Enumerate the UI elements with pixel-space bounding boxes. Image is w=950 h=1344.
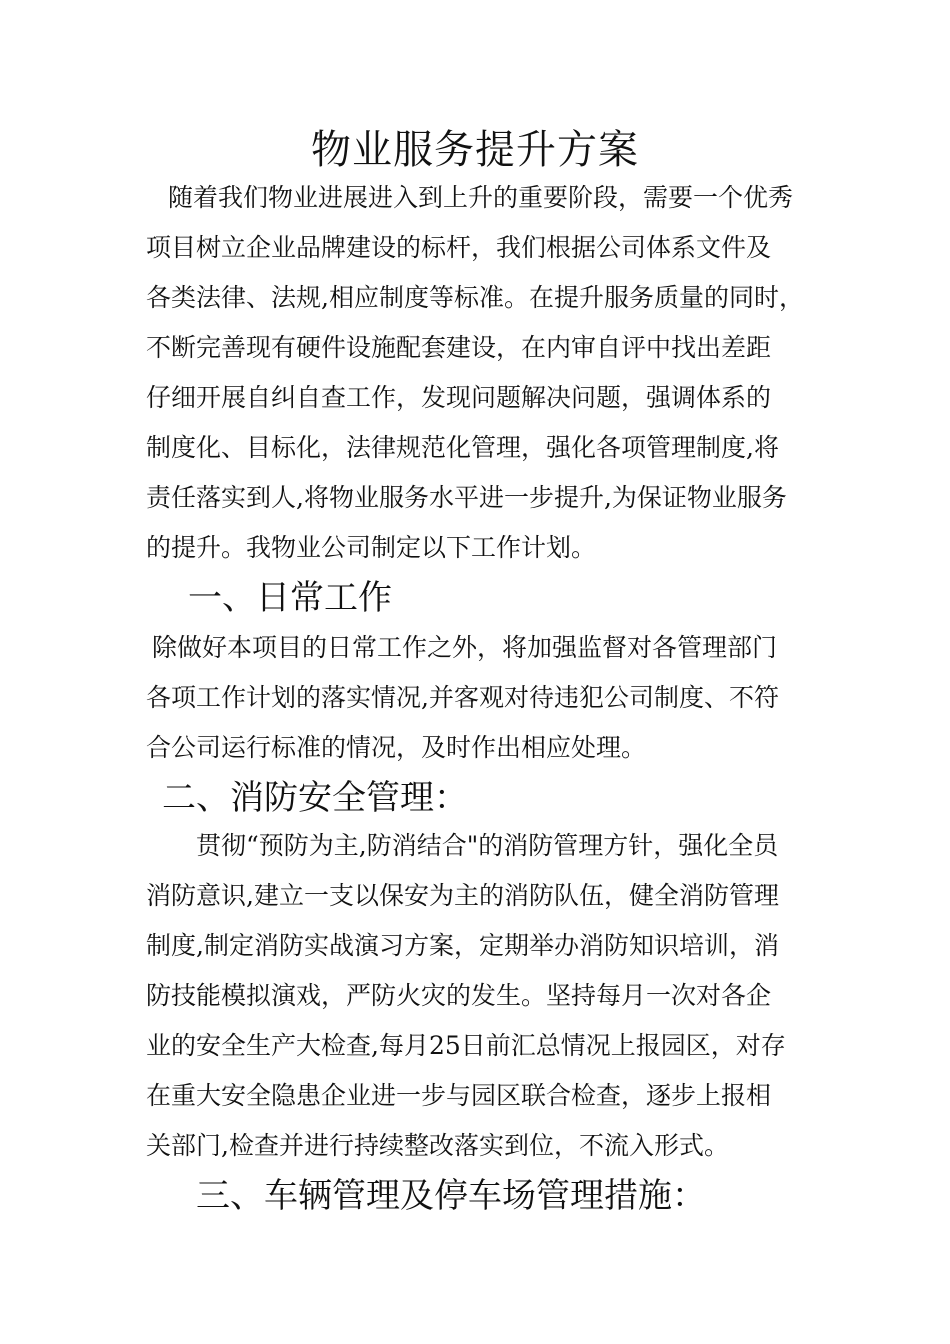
intro-line: 项目树立企业品牌建设的标杆，我们根据公司体系文件及 (146, 233, 772, 262)
section1-line: 除做好本项目的日常工作之外，将加强监督对各管理部门 (152, 633, 778, 662)
intro-line: 随着我们物业进展进入到上升的重要阶段，需要一个优秀 (168, 183, 794, 212)
section2-line: 防技能模拟演戏，严防火灾的发生。坚持每月一次对各企 (146, 981, 772, 1010)
section-heading-vehicle-parking: 三、车辆管理及停车场管理措施： (196, 1176, 706, 1216)
section2-line: 关部门,检查并进行持续整改落实到位，不流入形式。 (146, 1131, 729, 1160)
intro-line: 责任落实到人,将物业服务水平进一步提升,为保证物业服务 (146, 483, 787, 512)
section2-line: 贯彻“预防为主,防消结合"的消防管理方针，强化全员 (196, 831, 779, 860)
section1-line: 各项工作计划的落实情况,并客观对待违犯公司制度、不符 (146, 683, 779, 712)
section2-line: 消防意识,建立一支以保安为主的消防队伍，健全消防管理 (146, 881, 779, 910)
section2-line: 业的安全生产大检查,每月25日前汇总情况上报园区，对存 (146, 1031, 786, 1060)
section-heading-daily-work: 一、日常工作 (188, 578, 392, 618)
section1-line: 合公司运行标准的情况，及时作出相应处理。 (146, 733, 647, 762)
section-heading-fire-safety: 二、消防安全管理： (162, 778, 468, 818)
section2-line: 制度,制定消防实战演习方案，定期举办消防知识培训，消 (146, 931, 779, 960)
intro-line: 仔细开展自纠自查工作，发现问题解决问题，强调体系的 (146, 383, 772, 412)
intro-line: 的提升。我物业公司制定以下工作计划。 (146, 533, 597, 562)
intro-line: 制度化、目标化，法律规范化管理，强化各项管理制度,将 (146, 433, 779, 462)
document-title: 物业服务提升方案 (311, 127, 639, 173)
intro-line: 各类法律、法规,相应制度等标准。在提升服务质量的同时， (146, 283, 804, 312)
intro-line: 不断完善现有硬件设施配套建设，在内审自评中找出差距 (146, 333, 772, 362)
section2-line: 在重大安全隐患企业进一步与园区联合检查，逐步上报相 (146, 1081, 772, 1110)
